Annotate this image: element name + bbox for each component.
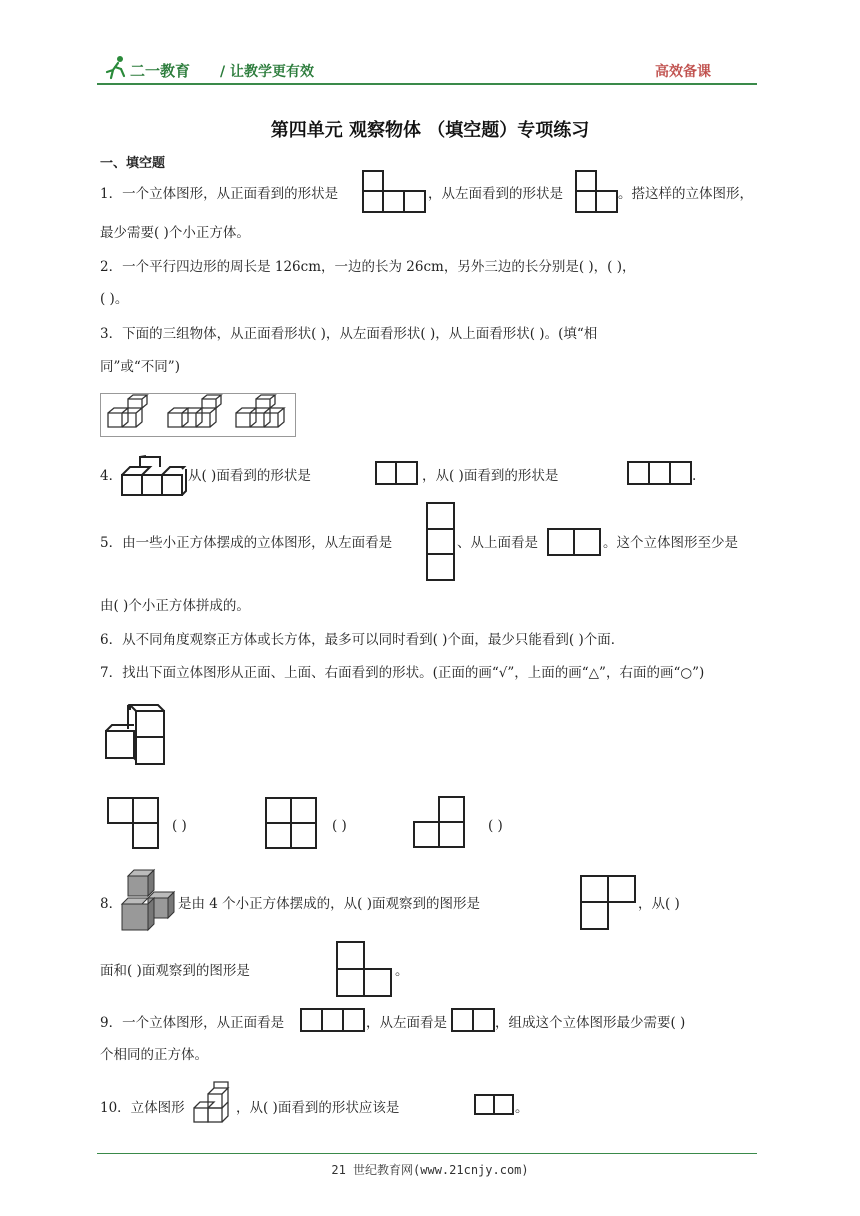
header-slogan: / 让教学更有效 bbox=[220, 64, 314, 80]
q4-cube-row-figure bbox=[120, 455, 188, 497]
q9-text-d: 个相同的正方体。 bbox=[100, 1047, 208, 1063]
q7-blank-1: ( ) bbox=[172, 818, 187, 834]
q7-blank-2: ( ) bbox=[332, 818, 347, 834]
q10-solid-figure bbox=[192, 1080, 238, 1126]
q8-text-a: 是由 4 个小正方体摆成的，从( )面观察到的图形是 bbox=[178, 896, 480, 912]
q7-option3-figure bbox=[413, 796, 467, 850]
q4-text-c: . bbox=[692, 468, 697, 484]
page-title: 第四单元 观察物体 （填空题）专项练习 bbox=[270, 120, 590, 141]
q7-option2-figure bbox=[265, 797, 319, 851]
q9-front-view-figure bbox=[300, 1008, 366, 1032]
footer-divider bbox=[97, 1153, 757, 1154]
q3-text-a: 3．下面的三组物体，从正面看形状( )，从左面看形状( )，从上面看形状( )。(填“相 bbox=[100, 326, 598, 342]
q9-text-c: ，组成这个立体图形最少需要( ) bbox=[495, 1015, 686, 1031]
q10-view-figure bbox=[474, 1094, 516, 1116]
q7-option1-figure bbox=[107, 797, 161, 851]
footer-text: 21 世纪教育网(www.21cnjy.com) bbox=[331, 1163, 529, 1177]
header-divider bbox=[97, 83, 757, 85]
q4-text-a: 从( )面看到的形状是 bbox=[188, 468, 311, 484]
q8-view-figure-2 bbox=[336, 941, 394, 999]
q4-view-figure-three-squares bbox=[627, 461, 693, 485]
q2-text-a: 2．一个平行四边形的周长是 126cm，一边的长为 26cm，另外三边的长分别是( )，( )， bbox=[100, 259, 636, 275]
q7-solid-figure bbox=[102, 697, 168, 767]
q5-top-view-figure bbox=[547, 528, 601, 556]
q8-gray-cubes-figure bbox=[118, 870, 180, 934]
q3-three-object-groups-figure bbox=[100, 393, 296, 437]
q4-view-figure-two-squares bbox=[375, 461, 419, 485]
q1-text-b: ，从左面看到的形状是 bbox=[428, 186, 563, 202]
q4-text-b: ，从( )面看到的形状是 bbox=[422, 468, 559, 484]
q8-view-figure-1 bbox=[580, 875, 638, 931]
runner-logo-icon bbox=[104, 54, 130, 80]
q1-text-c: 。搭这样的立体图形， bbox=[618, 186, 753, 202]
q8-text-c: 面和( )面观察到的图形是 bbox=[100, 963, 250, 979]
header-brand: 二一教育 bbox=[130, 62, 191, 80]
q1-left-view-figure bbox=[575, 170, 619, 214]
q9-text-b: ，从左面看是 bbox=[366, 1015, 447, 1031]
q5-text-a: 5．由一些小正方体摆成的立体图形，从左面看是 bbox=[100, 535, 393, 551]
q3-text-b: 同”或“不同”) bbox=[100, 359, 180, 375]
q6-text: 6．从不同角度观察正方体或长方体，最多可以同时看到( )个面，最少只能看到( )个面． bbox=[100, 632, 625, 648]
q5-text-c: 。这个立体图形至少是 bbox=[603, 535, 738, 551]
section-heading: 一、填空题 bbox=[100, 156, 166, 171]
q1-text-d: 最少需要( )个小正方体。 bbox=[100, 225, 250, 241]
q7-text: 7．找出下面立体图形从正面、上面、右面看到的形状。(正面的画“√”，上面的画“△”，右面的画“○”) bbox=[100, 665, 705, 681]
q10-text-c: 。 bbox=[515, 1100, 529, 1116]
q8-text-d: 。 bbox=[395, 963, 409, 979]
q9-left-view-figure bbox=[451, 1008, 495, 1032]
q5-text-b: 、从上面看是 bbox=[457, 535, 538, 551]
q8-text-b: ，从( ) bbox=[638, 896, 680, 912]
q10-text-a: 10．立体图形 bbox=[100, 1100, 185, 1116]
q1-text-a: 1．一个立体图形，从正面看到的形状是 bbox=[100, 186, 339, 202]
q1-front-view-figure bbox=[362, 170, 428, 214]
q7-blank-3: ( ) bbox=[488, 818, 503, 834]
q9-text-a: 9．一个立体图形，从正面看是 bbox=[100, 1015, 285, 1031]
q2-text-b: ( )。 bbox=[100, 291, 129, 307]
header-right-label: 高效备课 bbox=[655, 64, 711, 80]
q8-number: 8． bbox=[100, 896, 123, 912]
q5-text-d: 由( )个小正方体拼成的。 bbox=[100, 598, 250, 614]
q10-text-b: ，从( )面看到的形状应该是 bbox=[236, 1100, 400, 1116]
q4-number: 4． bbox=[100, 468, 123, 484]
q5-left-view-figure bbox=[426, 502, 456, 582]
